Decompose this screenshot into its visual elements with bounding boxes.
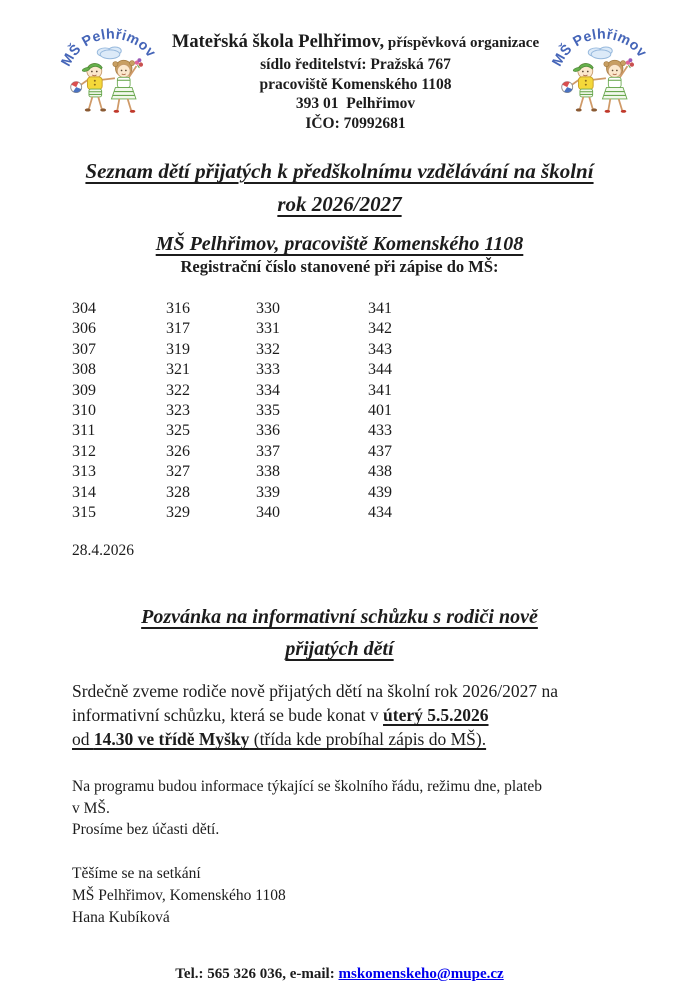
address-line: 393 01 Pelhřimov — [295, 95, 416, 112]
page-title-line2: rok 2026/2027 — [277, 192, 402, 216]
program-line1: Na programu budou informace týkající se školního řádu, režimu dne, plateb — [72, 778, 543, 796]
closing-line2: MŠ Pelhřimov, Komenského 1108 — [72, 886, 286, 904]
workplace-subtitle: MŠ Pelhřimov, pracoviště Komenského 1108 — [155, 233, 524, 255]
registration-number: 328 — [166, 483, 190, 501]
registration-number: 321 — [166, 361, 190, 379]
registration-number: 342 — [368, 320, 392, 338]
registration-grid — [72, 299, 679, 523]
school-logo-right — [547, 20, 655, 118]
registration-number: 326 — [166, 442, 190, 460]
invitation-heading — [0, 601, 679, 665]
registration-row — [72, 483, 679, 503]
registration-number: 306 — [72, 320, 96, 338]
registration-number: 330 — [256, 300, 280, 317]
meeting-time-room: 14.30 ve třídě Myšky — [93, 729, 250, 750]
ico-line: IČO: 70992681 — [305, 114, 406, 132]
registration-row — [72, 299, 679, 319]
registration-number: 335 — [256, 402, 280, 420]
registration-number: 316 — [166, 300, 190, 317]
registration-number: 317 — [166, 320, 190, 338]
invitation-paragraph — [72, 679, 679, 751]
page-title-line1: Seznam dětí přijatých k předškolnímu vzdělávání na školní — [85, 159, 594, 183]
invitation-p1-line1: Srdečně zveme rodiče nově přijatých dětí na školní rok 2026/2027 na — [72, 681, 558, 702]
registration-row — [72, 319, 679, 339]
meeting-intro-text: informativní schůzku, která se bude konat v — [72, 705, 384, 726]
registration-row — [72, 401, 679, 421]
registration-row — [72, 360, 679, 380]
registration-number: 325 — [166, 422, 190, 440]
registration-number: 338 — [256, 463, 280, 481]
registration-number: 314 — [72, 483, 96, 501]
registration-number: 304 — [72, 300, 96, 317]
closing-line1: Těšíme se na setkání — [72, 864, 201, 882]
invitation-p1-line2 — [72, 703, 679, 727]
registration-number: 323 — [166, 402, 190, 420]
org-type: příspěvková organizace — [384, 35, 540, 51]
registration-number: 329 — [166, 504, 190, 522]
registration-number: 309 — [72, 381, 96, 399]
meeting-date: úterý 5.5.2026 — [383, 705, 489, 726]
registration-number: 341 — [368, 300, 392, 317]
registration-number: 337 — [256, 442, 280, 460]
registration-number: 339 — [256, 483, 280, 501]
registration-number: 344 — [368, 361, 392, 379]
page-title — [0, 155, 679, 221]
org-name-line — [164, 30, 547, 55]
program-line2: v MŠ. — [72, 799, 110, 817]
invitation-heading-line2: přijatých dětí — [285, 638, 394, 661]
registration-number: 434 — [368, 504, 392, 522]
signature-name: Hana Kubíková — [72, 908, 170, 926]
registration-number: 438 — [368, 463, 392, 481]
registration-number: 332 — [256, 340, 280, 358]
registration-row — [72, 503, 679, 523]
email-link[interactable]: mskomenskeho@mupe.cz — [338, 966, 504, 982]
registration-number: 311 — [72, 422, 96, 440]
date-line: 28.4.2026 — [72, 542, 134, 560]
registration-number: 336 — [256, 422, 280, 440]
registration-row — [72, 421, 679, 441]
school-address-block — [164, 20, 547, 133]
registration-number: 319 — [166, 340, 190, 358]
registration-number: 313 — [72, 463, 96, 481]
registration-number: 340 — [256, 504, 280, 522]
registration-number: 401 — [368, 402, 392, 420]
registration-number: 308 — [72, 361, 96, 379]
org-name: Mateřská škola Pelhřimov, — [171, 32, 385, 52]
registration-number: 322 — [166, 381, 190, 399]
school-logo-left — [56, 20, 164, 118]
program-line3: Prosíme bez účasti dětí. — [72, 821, 220, 839]
registration-number: 334 — [256, 381, 280, 399]
registration-number: 327 — [166, 463, 190, 481]
invitation-p1-line3 — [72, 727, 679, 751]
registration-row — [72, 381, 679, 401]
registration-number: 439 — [368, 483, 392, 501]
registration-number: 433 — [368, 422, 392, 440]
registration-number: 333 — [256, 361, 280, 379]
program-paragraph — [72, 776, 679, 841]
invitation-heading-line1: Pozvánka na informativní schůzku s rodiči nově — [141, 606, 538, 629]
registration-label: Registrační číslo stanovené při zápise do MŠ: — [180, 257, 499, 276]
registration-number: 310 — [72, 402, 96, 420]
registration-number: 315 — [72, 504, 96, 522]
registration-row — [72, 340, 679, 360]
registration-number: 307 — [72, 340, 96, 358]
registration-number: 312 — [72, 442, 96, 460]
registration-row — [72, 442, 679, 462]
registration-number: 331 — [256, 320, 280, 338]
address-line: pracoviště Komenského 1108 — [259, 75, 452, 93]
registration-number: 437 — [368, 442, 392, 460]
registration-row — [72, 462, 679, 482]
meeting-time-prefix: od — [72, 729, 94, 750]
contact-footer — [0, 966, 679, 983]
phone-label: Tel.: 565 326 036, e-mail: — [175, 966, 339, 982]
closing-block — [72, 863, 679, 929]
address-line: sídlo ředitelství: Pražská 767 — [260, 56, 451, 73]
letterhead — [0, 0, 679, 133]
meeting-room-note: (třída kde probíhal zápis do MŠ). — [249, 729, 487, 750]
registration-number: 343 — [368, 340, 392, 358]
registration-number: 341 — [368, 381, 392, 399]
